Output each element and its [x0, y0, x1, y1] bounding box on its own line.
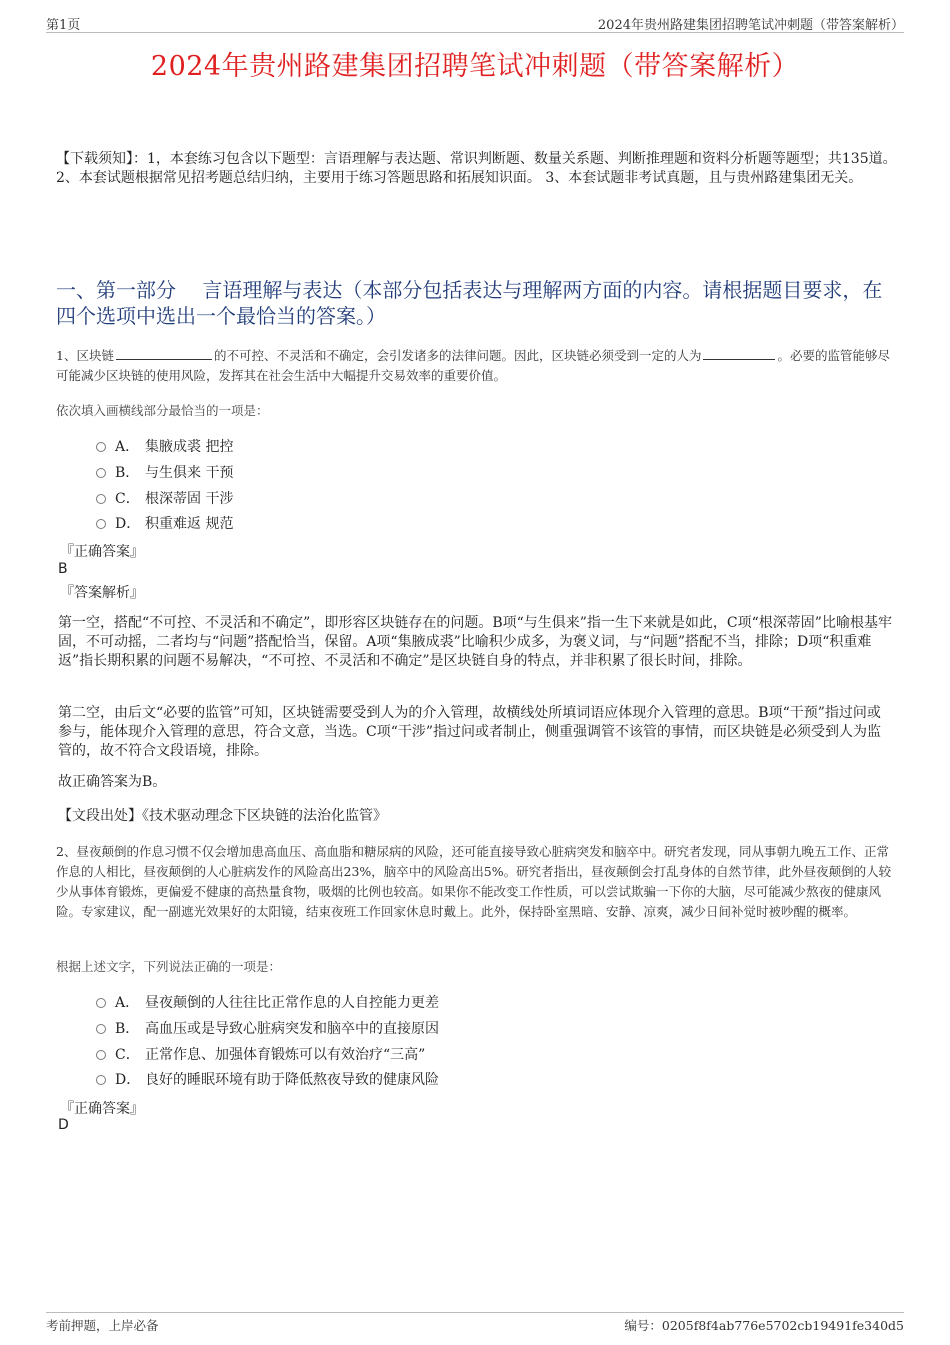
radio-icon[interactable] — [96, 1075, 106, 1085]
radio-icon[interactable] — [96, 494, 106, 504]
q2-option-d[interactable]: D． 良好的睡眠环境有助于降低熬夜导致的健康风险 — [96, 1069, 439, 1089]
q2-option-c[interactable]: C． 正常作息、加强体育锻炼可以有效治疗“三高” — [96, 1044, 425, 1064]
fill-blank-2 — [703, 347, 775, 360]
q1-option-d[interactable]: D． 积重难返 规范 — [96, 513, 233, 533]
answer-1: B — [58, 561, 68, 577]
radio-icon[interactable] — [96, 519, 106, 529]
page-footer — [46, 1312, 904, 1335]
footer-slogan: 考前押题，上岸必备 — [46, 1318, 159, 1333]
radio-icon[interactable] — [96, 1024, 106, 1034]
radio-icon[interactable] — [96, 998, 106, 1008]
question-2-text: 2、昼夜颠倒的作息习惯不仅会增加患高血压、高血脂和糖尿病的风险，还可能直接导致心脏病突发和脑卒中。研究者发现，同从事朝九晚五工作、正常作息的人相比，昼夜颠倒的人心脏病发作的风险高出23%，脑卒中的风险高出5%。研究者指出，昼夜颠倒会打乱身体的自然节律，此外昼夜颠倒的人较少从事体育锻炼，更偏爱不健康的高热量食物，吸烟的比例也较高。如果你不能改变工作性质，可以尝试欺骗一下你的大脑，尽可能减少熬夜的健康风险。专家建议，配一副遮光效果好的太阳镜，结束夜班工作回家休息时戴上。此外，保持卧室黑暗、安静、凉爽，减少日间补觉时被吵醒的概率。 — [56, 844, 892, 919]
q2-option-a[interactable]: A． 昼夜颠倒的人往往比正常作息的人自控能力更差 — [96, 992, 439, 1012]
q1-option-c[interactable]: C． 根深蒂固 干涉 — [96, 488, 233, 508]
page-header — [46, 14, 904, 33]
section-heading: 一、第一部分 言语理解与表达（本部分包括表达与理解两方面的内容。请根据题目要求，在四个选项中选出一个最恰当的答案。） — [56, 278, 883, 328]
header-doc-title: 2024年贵州路建集团招聘笔试冲刺题（带答案解析） — [597, 18, 904, 33]
radio-icon[interactable] — [96, 468, 106, 478]
analysis-label-1: 『答案解析』 — [60, 585, 144, 601]
answer-label-1: 『正确答案』 — [60, 544, 144, 560]
analysis-1-paragraph-1: 第一空，搭配“不可控、不灵活和不确定”，即形容区块链存在的问题。B项“与生俱来”指一生下来就是如此，C项“根深蒂固”比喻根基牢固，不可动摇，二者均与“问题”搭配恰当，保留。A项“集腋成裘”比喻积少成多，为褒义词，与“问题”搭配不当，排除；D项“积重难返”指长期积累的问题不易解决，“不可控、不灵活和不确定”是区块链自身的特点，并非积累了很长时间，排除。 — [58, 615, 892, 669]
fill-blank-1 — [116, 347, 212, 360]
radio-icon[interactable] — [96, 1050, 106, 1060]
source-1: 【文段出处】《技术驱动理念下区块链的法治化监管》 — [58, 808, 387, 824]
analysis-1-conclusion: 故正确答案为B。 — [58, 774, 167, 790]
q2-option-b[interactable]: B． 高血压或是导致心脏病突发和脑卒中的直接原因 — [96, 1018, 439, 1038]
q1-option-b[interactable]: B． 与生俱来 干预 — [96, 462, 233, 482]
q1-option-a[interactable]: A． 集腋成裘 把控 — [96, 436, 233, 456]
question-1-prompt: 依次填入画横线部分最恰当的一项是： — [56, 403, 269, 418]
download-notice: 【下载须知】：1，本套练习包含以下题型：言语理解与表达题、常识判断题、数量关系题、判断推理题和资料分析题等题型；共135道。 2、本套试题根据常见招考题总结归纳，主要用于练习答题思路和拓展知识面。 3、本套试题非考试真题，且与贵州路建集团无关。 — [56, 151, 897, 186]
question-2-prompt: 根据上述文字，下列说法正确的一项是： — [56, 959, 282, 974]
page-title: 2024年贵州路建集团招聘笔试冲刺题（带答案解析） — [150, 51, 800, 82]
answer-2: D — [58, 1117, 69, 1133]
page-number: 第1页 — [46, 18, 81, 33]
radio-icon[interactable] — [96, 442, 106, 452]
analysis-1-paragraph-2: 第二空，由后文“必要的监管”可知，区块链需要受到人为的介入管理，故横线处所填词语应体现介入管理的意思。B项“干预”指过问或参与，能体现介入管理的意思，符合文意，当选。C项“干涉”指过问或者制止，侧重强调管不该管的事情，而区块链是必须受到人为监管的，故不符合文段语境，排除。 — [58, 705, 882, 759]
footer-doc-id: 编号：0205f8f4ab776e5702cb19491fe340d5 — [624, 1318, 904, 1333]
answer-label-2: 『正确答案』 — [60, 1101, 144, 1117]
question-1-text: 1、区块链 的不可控、不灵活和不确定，会引发诸多的法律问题。因此，区块链必须受到一定的人为 。必要的监管能够尽可能减少区块链的使用风险，发挥其在社会生活中大幅提升交易效率的重要价值。 — [56, 348, 890, 383]
